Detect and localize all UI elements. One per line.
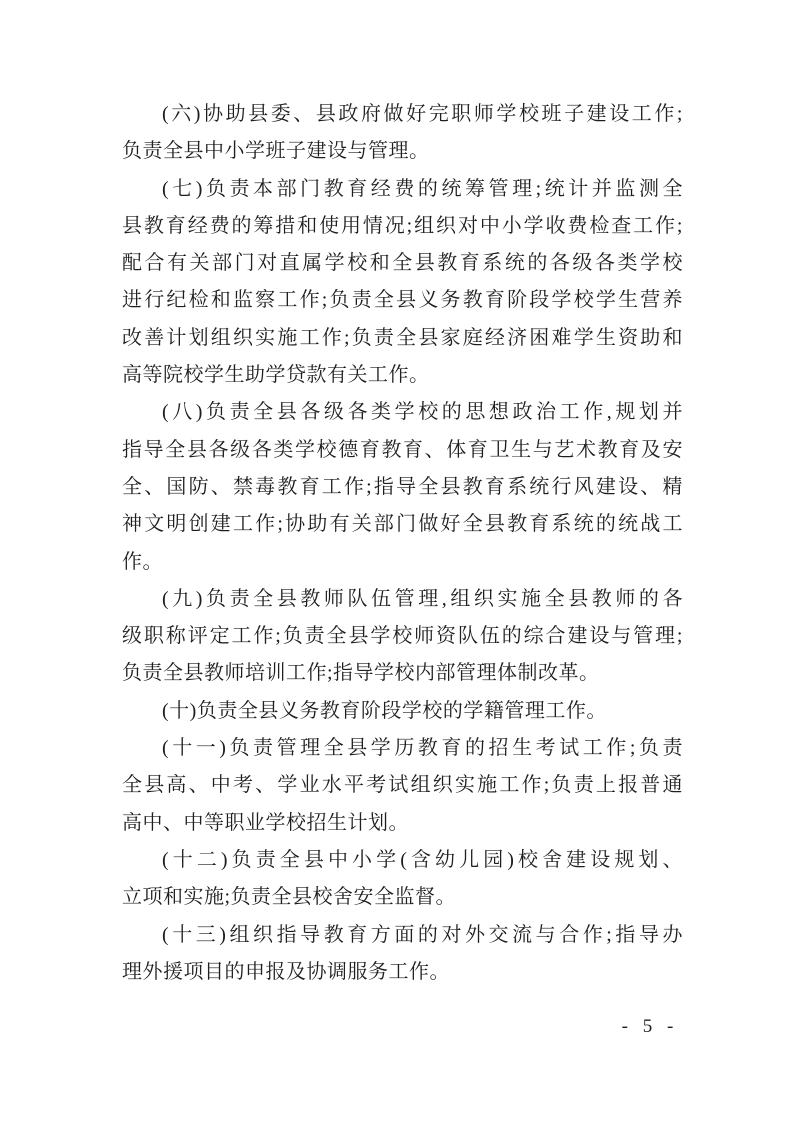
text-line: (十)负责全县义务教育阶段学校的学籍管理工作。 [162,699,607,722]
text-line: (七)负责本部门教育经费的统筹管理;统计并监测全 [162,177,683,200]
document-body [122,96,683,991]
text-line: (八)负责全县各级各类学校的思想政治工作,规划并 [162,401,683,424]
text-line: (十三)组织指导教育方面的对外交流与合作;指导办 [162,923,683,946]
text-line: 理外援项目的申报及协调服务工作。 [122,960,450,983]
text-line: (六)协助县委、县政府做好完职师学校班子建设工作; [162,103,683,125]
text-line: 改善计划组织实施工作;负责全县家庭经济困难学生资助和 [122,326,683,349]
text-line: 全、国防、禁毒教育工作;指导全县教育系统行风建设、精 [122,475,683,498]
text-line: 级职称评定工作;负责全县学校师资队伍的综合建设与管理; [122,625,683,648]
paragraph [122,693,683,730]
paragraph [122,394,683,580]
text-line: 配合有关部门对直属学校和全县教育系统的各级各类学校 [122,252,683,275]
text-line: 指导全县各级各类学校德育教育、体育卫生与艺术教育及安 [122,438,683,461]
text-line: (十一)负责管理全县学历教育的招生考试工作;负责 [162,737,683,760]
text-line: 高中、中等职业学校招生计划。 [122,811,409,834]
text-line: 神文明创建工作;协助有关部门做好全县教育系统的统战工 [122,513,683,536]
text-line: (九)负责全县教师队伍管理,组织实施全县教师的各 [162,587,683,610]
page-number: - 5 - [621,1016,679,1037]
paragraph [122,842,683,917]
text-line: 进行纪检和监察工作;负责全县义务教育阶段学校学生营养 [122,289,683,312]
text-line: 高等院校学生助学贷款有关工作。 [122,364,430,387]
text-line: (十二)负责全县中小学(含幼儿园)校舍建设规划、 [162,848,683,871]
paragraph [122,96,683,171]
text-line: 全县高、中考、学业水平考试组织实施工作;负责上报普通 [122,774,683,797]
paragraph [122,917,683,992]
paragraph [122,171,683,395]
text-line: 县教育经费的筹措和使用情况;组织对中小学收费检查工作; [122,214,683,237]
text-line: 负责全县中小学班子建设与管理。 [122,140,430,163]
paragraph [122,730,683,842]
paragraph [122,581,683,693]
text-line: 立项和实施;负责全县校舍安全监督。 [122,886,457,909]
text-line: 负责全县教师培训工作;指导学校内部管理体制改革。 [122,662,600,685]
text-line: 作。 [122,550,163,573]
